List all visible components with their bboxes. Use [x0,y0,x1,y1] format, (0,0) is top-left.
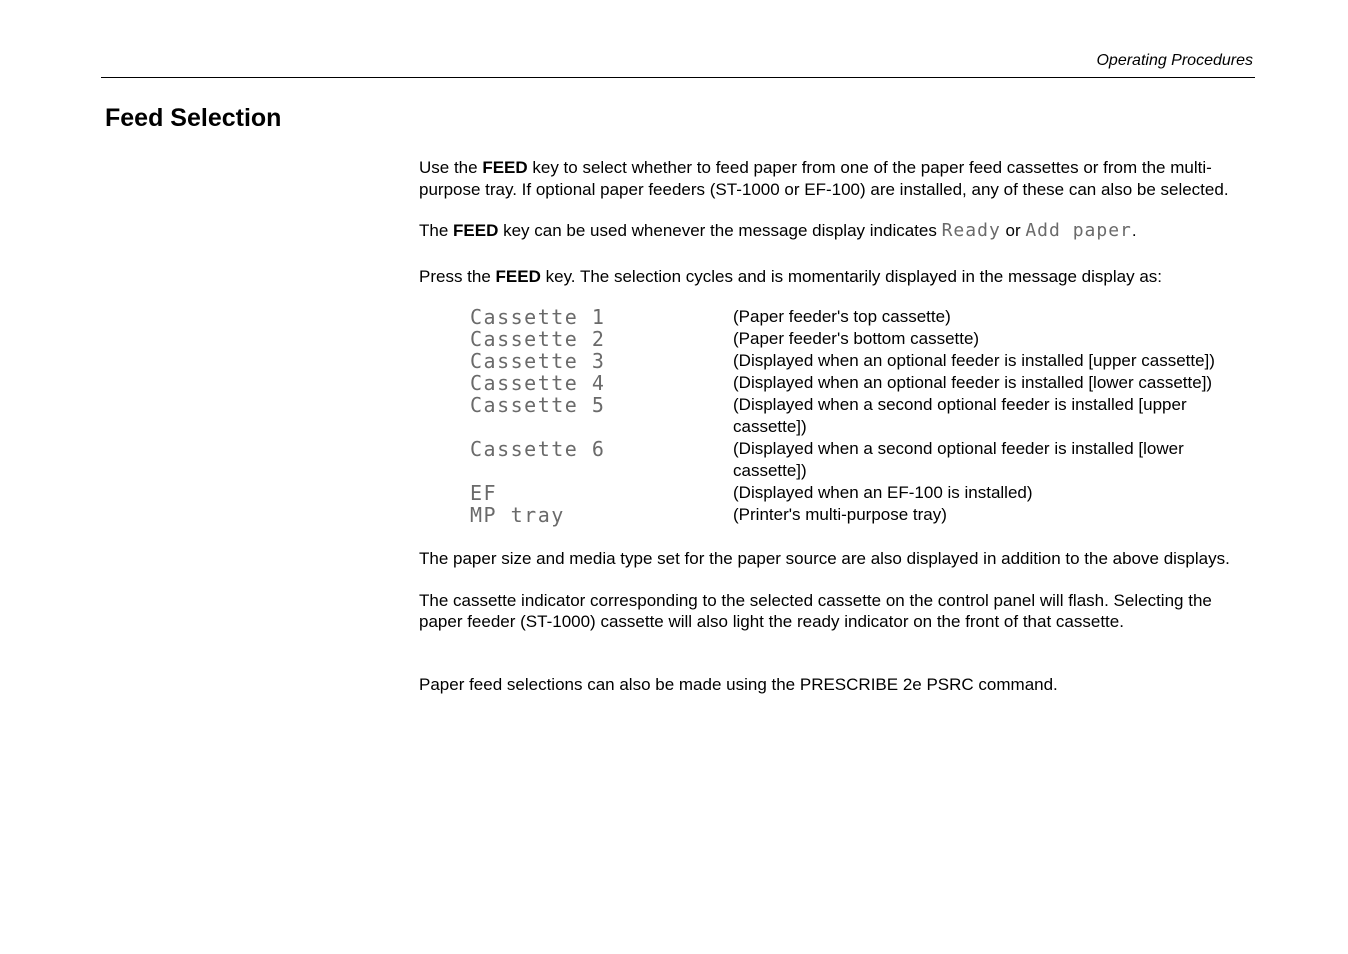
usage-text-a: The [419,221,454,240]
usage-text-d: . [1131,221,1137,240]
feed-key-label: FEED [453,221,499,240]
display-code: Cassette 6 [470,437,606,461]
running-header: Operating Procedures [1096,52,1253,69]
display-description: (Displayed when an EF-100 is installed) [733,483,1033,502]
press-text-a: Press the [419,266,496,286]
feed-key-label: FEED [482,158,528,177]
display-row [419,328,1255,350]
press-text-b: key. The selection cycles and is momentarily displayed in the message display as: [540,266,1163,286]
display-description: (Displayed when an optional feeder is installed [upper cassette]) [733,351,1215,370]
usage-paragraph [419,220,1255,242]
display-description: (Displayed when a second optional feeder is installed [upper cassette]) [733,395,1187,436]
display-description: (Paper feeder's bottom cassette) [733,329,980,348]
display-row [419,372,1255,394]
display-code: Cassette 5 [470,393,606,417]
display-description: (Paper feeder's top cassette) [733,307,951,326]
display-code: Cassette 1 [470,305,606,329]
display-description: (Printer's multi-purpose tray) [733,505,947,524]
press-paragraph [419,266,1255,288]
usage-text-b: key can be used whenever the message display indicates [498,221,942,240]
display-code: Cassette 2 [470,327,606,351]
display-description: (Displayed when an optional feeder is installed [lower cassette]) [733,373,1213,392]
usage-text-c: or [1000,221,1026,240]
display-code: EF [470,481,498,505]
header-divider [101,77,1255,78]
cassette-indicator-paragraph: The cassette indicator corresponding to the selected cassette on the control panel will flash. Selecting the paper feeder (ST-1000) cassette will also light the ready indicator on the front of that cassette. [419,590,1212,631]
display-row [419,482,1255,504]
intro-text-b: key to select whether to feed paper from one of the paper feed cassettes or from the multi-purpose tray. If optional paper feeders (ST-1000 or EF-100) are installed, any of these can also be selected. [419,158,1229,199]
display-row [419,394,1255,438]
intro-paragraph [419,157,1255,200]
display-code: MP tray [470,503,565,527]
page-title: Feed Selection [105,104,282,132]
prescribe-paragraph: Paper feed selections can also be made using the PRESCRIBE 2e PSRC command. [419,674,1058,694]
paper-size-paragraph: The paper size and media type set for the paper source are also displayed in addition to the above displays. [419,549,1230,568]
main-content [419,157,1255,695]
display-description: (Displayed when a second optional feeder is installed [lower cassette]) [733,439,1184,480]
display-code: Cassette 4 [470,371,606,395]
display-code: Cassette 3 [470,349,606,373]
lcd-message-ready: Ready [941,220,1001,241]
lcd-message-add-paper: Add paper [1025,220,1132,241]
feed-key-label: FEED [495,266,541,286]
display-list [419,306,1255,526]
display-row [419,350,1255,372]
display-row [419,438,1255,482]
display-row [419,504,1255,526]
intro-text-a: Use the [419,158,483,177]
display-row [419,306,1255,328]
